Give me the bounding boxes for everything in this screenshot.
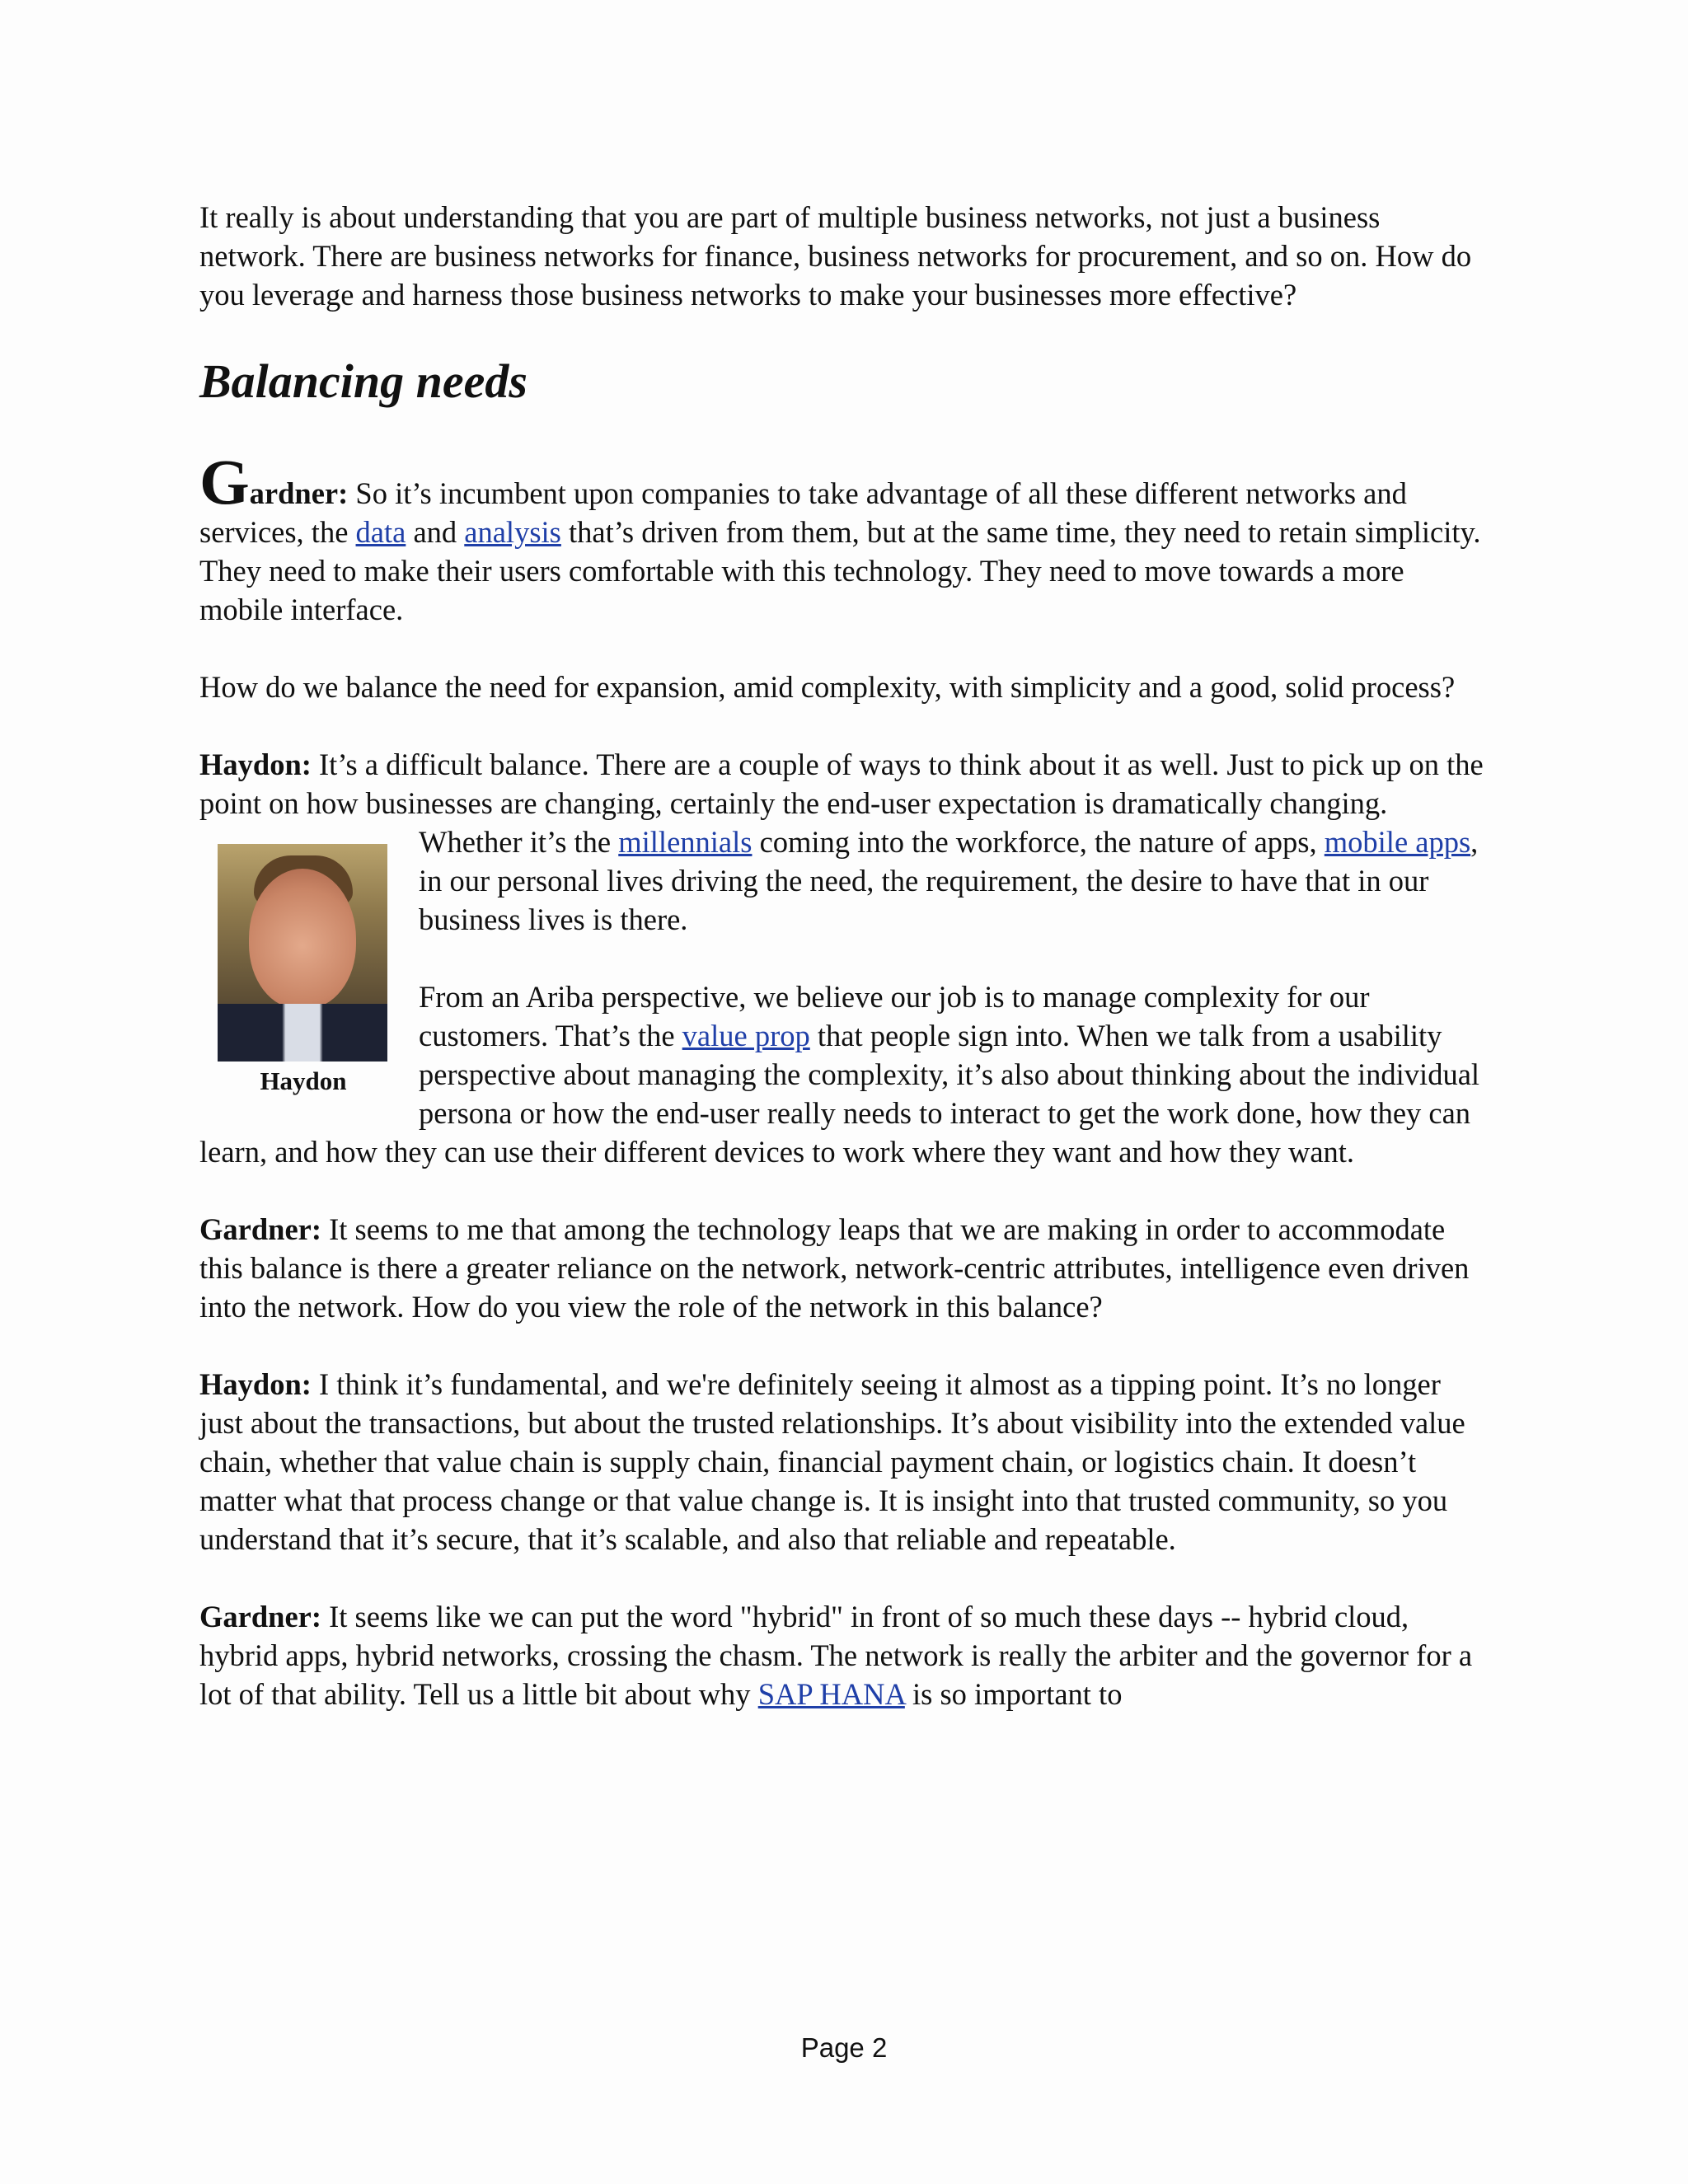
haydon-paragraph-1: Haydon: It’s a difficult balance. There are a couple of ways to think about it as well. Just to pick up on the point on how businesses are changing, certainly the end-user expectation is dramatically changing. Whether it’s the Haydon millennials coming into the workforce, the nature of apps, mobile apps, in our personal lives driving the need, the requirement, the desire to have that in our business lives is there. (199, 745, 1487, 939)
gardner-paragraph-2: Gardner: It seems to me that among the technology leaps that we are making in order to accommodate this balance is there a greater reliance on the network, network-centric attributes, intelligence even driven into the network. How do you view the role of the network in this balance? (199, 1212, 1470, 1324)
sap-hana-link[interactable]: SAP HANA (757, 1677, 905, 1711)
photo-caption: Haydon (260, 1066, 347, 1095)
speaker-label: Haydon: (199, 748, 312, 781)
data-link[interactable]: data (355, 515, 406, 549)
speaker-label: Gardner: (199, 1600, 321, 1633)
article-body (199, 198, 1487, 1752)
gardner-paragraph-1b: How do we balance the need for expansion, amid complexity, with simplicity and a good, solid process? (199, 670, 1456, 704)
value-prop-link[interactable]: value prop (682, 1019, 810, 1052)
haydon-paragraph-2: Haydon: I think it’s fundamental, and we're definitely seeing it almost as a tipping point. It’s no longer just about the transactions, but about the trusted relationships. It’s about visibility into the extended value chain, whether that value chain is supply chain, financial payment chain, or logistics chain. It doesn’t matter what that process change or that value change is. It is insight into that trusted community, so you understand that it’s secure, that it’s scalable, and also that reliable and repeatable. (199, 1367, 1465, 1556)
drop-cap: G (199, 446, 250, 518)
gardner-paragraph-3: Gardner: It seems like we can put the word "hybrid" in front of so much these days -- hybrid cloud, hybrid apps, hybrid networks, crossing the chasm. The network is really the arbiter and the governor for a lot of that ability. Tell us a little bit about why SAP HANA is so important to (199, 1600, 1473, 1711)
speaker-label: Gardner: (199, 1212, 321, 1246)
section-heading: Balancing needs (199, 354, 528, 408)
mobile-apps-link[interactable]: mobile apps (1324, 825, 1471, 859)
millennials-link[interactable]: millennials (618, 825, 753, 859)
analysis-link[interactable]: analysis (464, 515, 561, 549)
gardner-paragraph-1: Gardner: So it’s incumbent upon companies to take advantage of all these different networks and services, the data and analysis that’s driven from them, but at the same time, they need to retain simplicity. They need to make their users comfortable with this technology. They need to move towards a more mobile interface. (199, 446, 1481, 626)
page-number: Page 2 (800, 2032, 888, 2063)
speaker-label: ardner: (249, 476, 349, 510)
speaker-label: Haydon: (199, 1367, 312, 1401)
haydon-paragraph-1b: From an Ariba perspective, we believe our job is to manage complexity for our customers. That’s the value prop that people sign into. When we talk from a usability perspective about managing the complexity, it’s also about thinking about the individual persona or how the end-user really needs to interact to get the work done, how they can learn, and how they can use their different devices to work where they want and how they want. (199, 980, 1480, 1169)
photo-shirt (218, 1004, 387, 1062)
intro-paragraph: It really is about understanding that you are part of multiple business networks, not just a business network. There are business networks for finance, business networks for procurement, and so on. How do you leverage and harness those business networks to make your businesses more effective? (199, 200, 1472, 312)
haydon-figure (208, 844, 399, 1098)
photo-face (249, 869, 356, 1009)
haydon-photo (218, 844, 387, 1062)
